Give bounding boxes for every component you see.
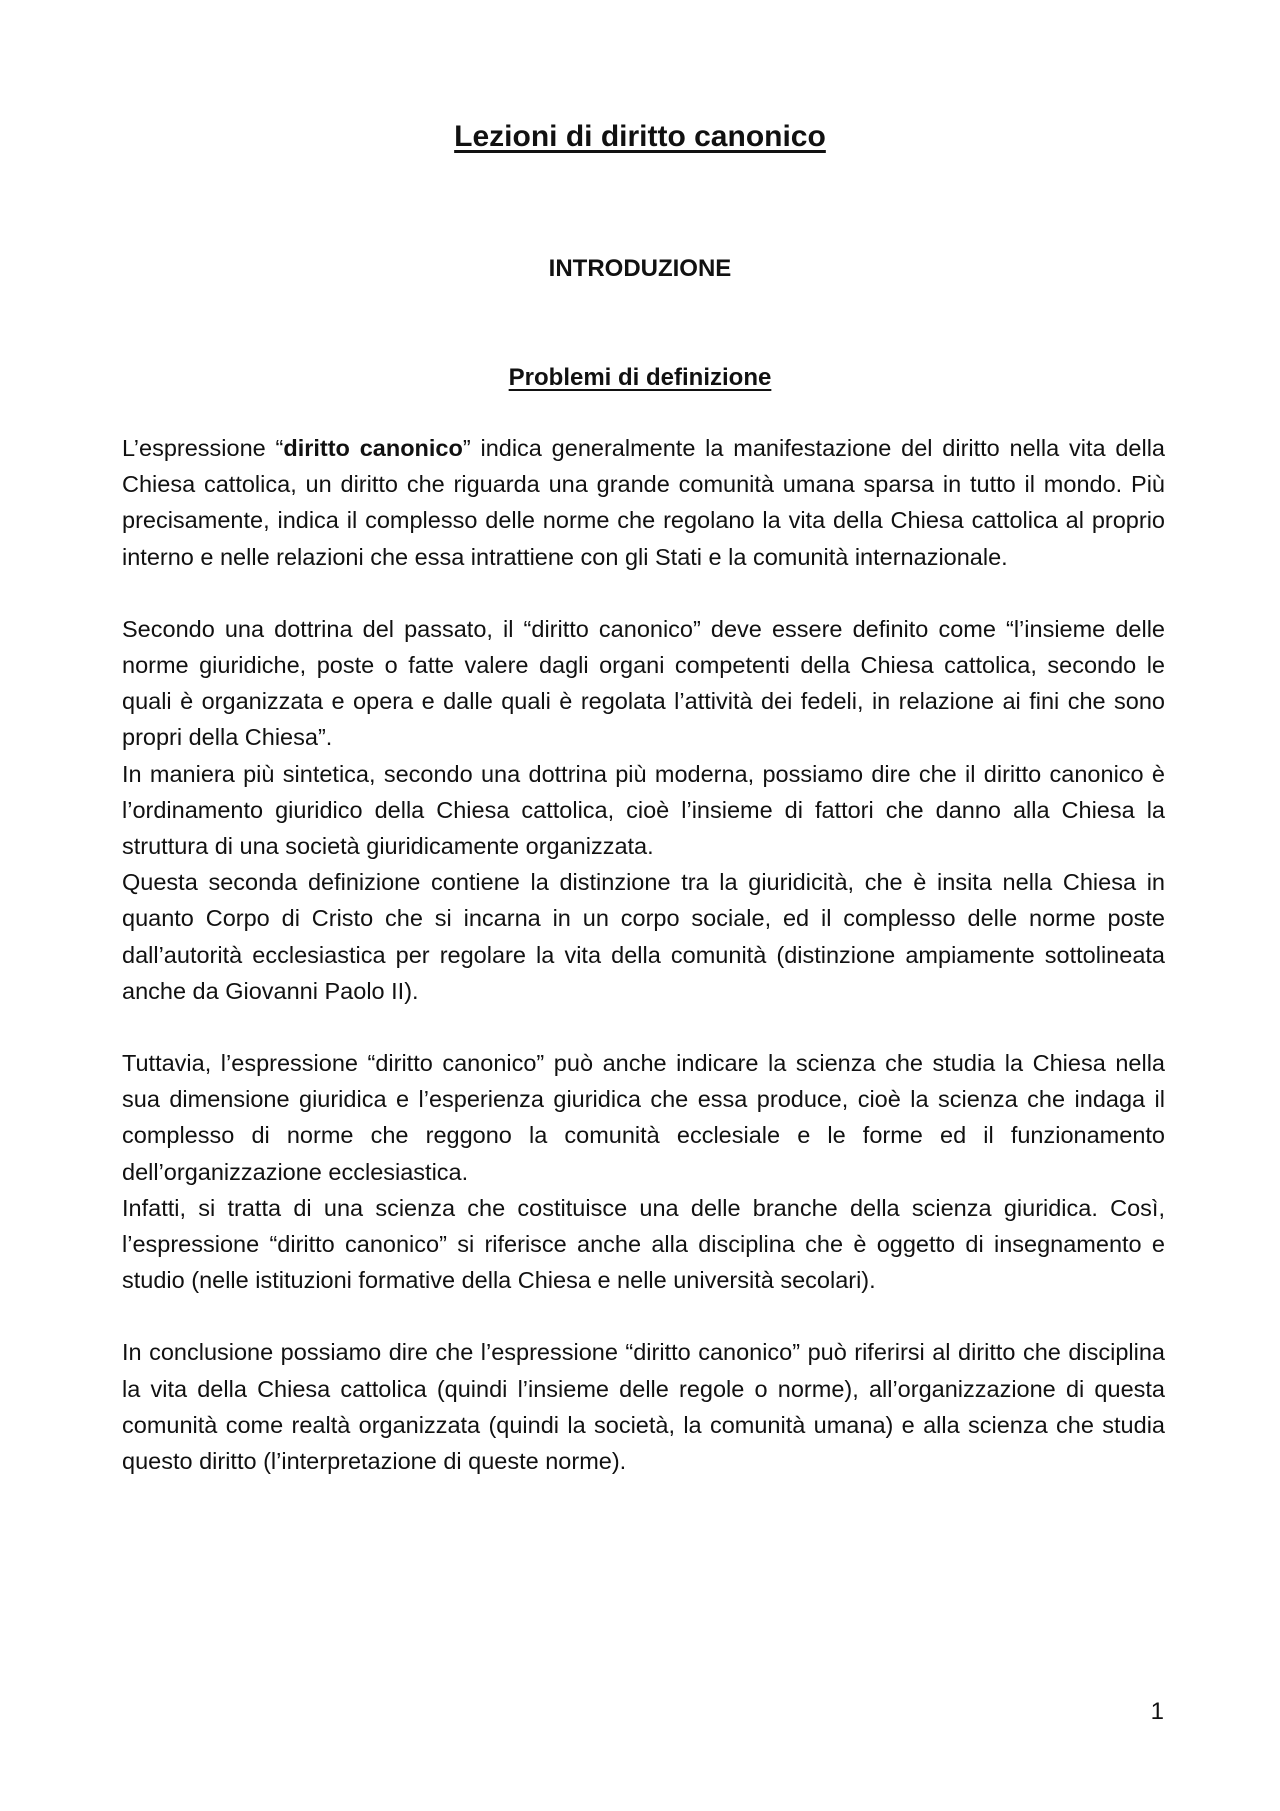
- paragraph-2: Secondo una dottrina del passato, il “diritto canonico” deve essere definito come “l’insieme delle norme giuridiche, poste o fatte valere dagli organi competenti della Chiesa cattolica, secondo le quali è organizzata e opera e dalle quali è regolata l’attività dei fedeli, in relazione ai fini che sono propri della Chiesa”.: [122, 615, 1165, 751]
- paragraph-6: Infatti, si tratta di una scienza che costituisce una delle branche della scienza giuridica. Così, l’espressione “diritto canonico” si riferisce anche alla disciplina che è oggetto di insegnamento e studio (nelle istituzioni formative della Chiesa e nelle università secolari).: [122, 1194, 1165, 1294]
- paragraph-4: Questa seconda definizione contiene la distinzione tra la giuridicità, che è insita nella Chiesa in quanto Corpo di Cristo che si incarna in un corpo sociale, ed il complesso delle norme poste dall’autorità ecclesiastica per regolare la vita della comunità (distinzione ampiamente sottolineata anche da Giovanni Paolo II).: [122, 869, 1165, 1004]
- paragraph-3: In maniera più sintetica, secondo una dottrina più moderna, possiamo dire che il diritto canonico è l’ordinamento giuridico della Chiesa cattolica, cioè l’insieme di fattori che danno alla Chiesa la struttura di una società giuridicamente organizzata.: [122, 760, 1165, 860]
- document-body: [122, 430, 1165, 1479]
- paragraph-1-post: ” indica generalmente la manifestazione del diritto nella vita della Chiesa cattolica, un diritto che riguarda una grande comunità umana sparsa in tutto il mondo. Più precisamente, indica il complesso delle norme che regolano la vita della Chiesa cattolica al proprio interno e nelle relazioni che essa intrattiene con gli Stati e la comunità internazionale.: [122, 435, 1165, 570]
- paragraph-1: [122, 430, 1165, 575]
- paragraph-7: In conclusione possiamo dire che l’espressione “diritto canonico” può riferirsi al diritto che disciplina la vita della Chiesa cattolica (quindi l’insieme delle regole o norme), all’organizzazione di questa comunità come realtà organizzata (quindi la società, la comunità umana) e alla scienza che studia questo diritto (l’interpretazione di queste norme).: [122, 1339, 1165, 1475]
- page-number: 1: [1150, 1698, 1164, 1725]
- document-title: Lezioni di diritto canonico: [454, 120, 826, 153]
- bold-term: diritto canonico: [283, 435, 463, 461]
- section-heading: INTRODUZIONE: [548, 255, 732, 282]
- subsection-heading: Problemi di definizione: [508, 364, 772, 391]
- paragraph-5: Tuttavia, l’espressione “diritto canonico” può anche indicare la scienza che studia la Chiesa nella sua dimensione giuridica e l’esperienza giuridica che essa produce, cioè la scienza che indaga il complesso di norme che reggono la comunità ecclesiale e le forme ed il funzionamento dell’organizzazione ecclesiastica.: [122, 1050, 1165, 1185]
- paragraph-1-pre: L’espressione “: [122, 435, 284, 461]
